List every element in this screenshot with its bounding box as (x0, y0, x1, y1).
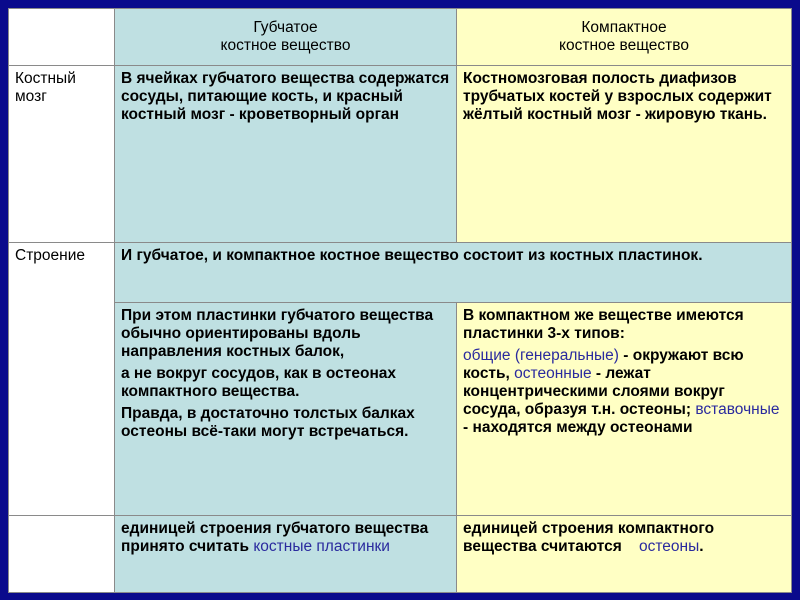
term-bone-lamellae: костные пластинки (253, 538, 390, 555)
structure-spongy-cell (115, 303, 457, 516)
structure-compact-cell (457, 303, 792, 516)
header-spongy-line2: костное вещество (220, 37, 351, 54)
unit-spongy-cell (115, 516, 457, 593)
row-structure-common (9, 243, 792, 303)
row-structural-unit (9, 516, 792, 593)
general-lamellae-text: - окружают всю кость, (463, 347, 744, 382)
row-bone-marrow (9, 66, 792, 243)
row-label-unit-empty (9, 516, 115, 593)
header-row (9, 9, 792, 66)
term-osteons: остеоны (639, 538, 700, 555)
marrow-compact-cell: Костномозговая полость диафизов трубчатых костей у взрослых содержит жёлтый костный мозг - жировую ткань. (457, 66, 792, 243)
comparison-table (8, 8, 792, 593)
row-structure-detail (9, 303, 792, 516)
unit-compact-end: . (699, 538, 704, 555)
header-spongy (115, 9, 457, 66)
structure-spongy-para3: Правда, в достаточно толстых балках остеоны всё-таки могут встречаться. (121, 405, 415, 440)
header-corner-cell (9, 9, 115, 66)
unit-compact-cell (457, 516, 792, 593)
structure-spongy-para1: При этом пластинки губчатого вещества обычно ориентированы вдоль направления костных балок, (121, 307, 434, 360)
comparison-slide (8, 8, 791, 593)
unit-compact-text: единицей строения компактного вещества считаются (463, 520, 719, 555)
marrow-spongy-cell: В ячейках губчатого вещества содержатся сосуды, питающие кость, и красный костный мозг - кроветворный орган (115, 66, 457, 243)
unit-spongy-text: единицей строения губчатого вещества принято считать (121, 520, 429, 555)
header-spongy-line1: Губчатое (253, 19, 318, 36)
osteon-lamellae-text: - лежат концентрическими слоями вокруг сосуда, образуя т.н. остеоны; (463, 365, 725, 418)
term-osteon-lamellae: остеонные (514, 365, 592, 382)
structure-common-cell: И губчатое, и компактное костное вещество состоит из костных пластинок. (115, 243, 792, 303)
structure-compact-types (463, 347, 785, 437)
row-label-bone-marrow: Костный мозг (9, 66, 115, 243)
term-interstitial-lamellae: вставочные (695, 401, 780, 418)
header-compact (457, 9, 792, 66)
structure-spongy-para2: а не вокруг сосудов, как в остеонах компактного вещества. (121, 365, 397, 400)
header-compact-line2: костное вещество (559, 37, 689, 54)
header-compact-line1: Компактное (581, 19, 667, 36)
term-general-lamellae: общие (генеральные) (463, 347, 619, 364)
row-label-structure: Строение (9, 243, 115, 516)
structure-compact-intro: В компактном же веществе имеются пластинки 3-х типов: (463, 307, 744, 342)
interstitial-lamellae-text: - находятся между остеонами (463, 419, 693, 436)
